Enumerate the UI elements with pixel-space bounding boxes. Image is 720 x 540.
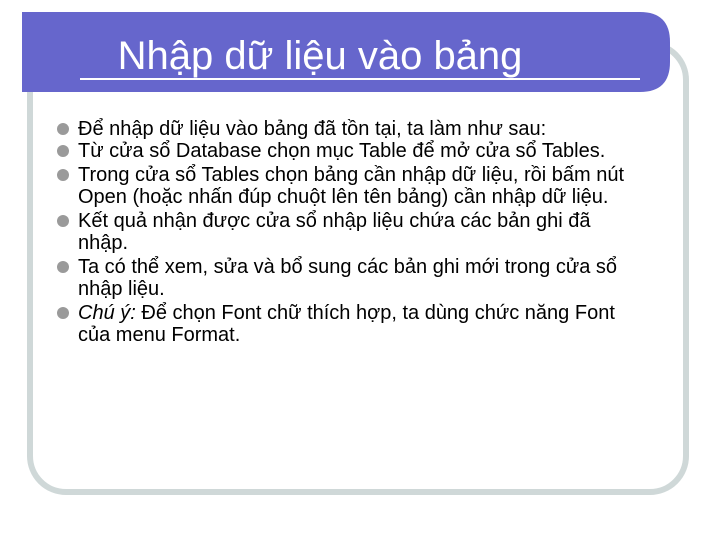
bullet-text	[78, 302, 638, 346]
bullet-item	[54, 302, 674, 346]
bullet-item	[54, 164, 674, 208]
note-text: Để chọn Font chữ thích hợp, ta dùng chức năng Font của menu Format.	[78, 302, 615, 346]
bullet-text: Để nhập dữ liệu vào bảng đã tồn tại, ta làm như sau:	[78, 118, 547, 140]
bullet-list	[54, 118, 674, 346]
bullet-text: Kết quả nhận được cửa sổ nhập liệu chứa các bản ghi đã nhập.	[78, 210, 591, 254]
bullet-text: Từ cửa sổ Database chọn mục Table để mở cửa sổ Tables.	[78, 140, 606, 162]
bullet-text: Trong cửa sổ Tables chọn bảng cần nhập dữ liệu, rồi bấm nút Open (hoặc nhấn đúp chuột lên tên bảng) cần nhập dữ liệu.	[78, 164, 625, 208]
bullet-item	[54, 118, 674, 140]
bullet-dot-icon	[57, 307, 69, 319]
bullet-item	[54, 256, 674, 300]
bullet-dot-icon	[57, 123, 69, 135]
slide-title: Nhập dữ liệu vào bảng	[117, 34, 523, 78]
bullet-dot-icon	[57, 215, 69, 227]
bullet-dot-icon	[57, 145, 69, 157]
bullet-dot-icon	[57, 261, 69, 273]
bullet-text: Ta có thể xem, sửa và bổ sung các bản ghi mới trong cửa sổ nhập liệu.	[78, 256, 618, 300]
bullet-item	[54, 140, 674, 162]
bullet-item	[54, 210, 674, 254]
note-label: Chú ý:	[78, 302, 136, 324]
bullet-dot-icon	[57, 169, 69, 181]
